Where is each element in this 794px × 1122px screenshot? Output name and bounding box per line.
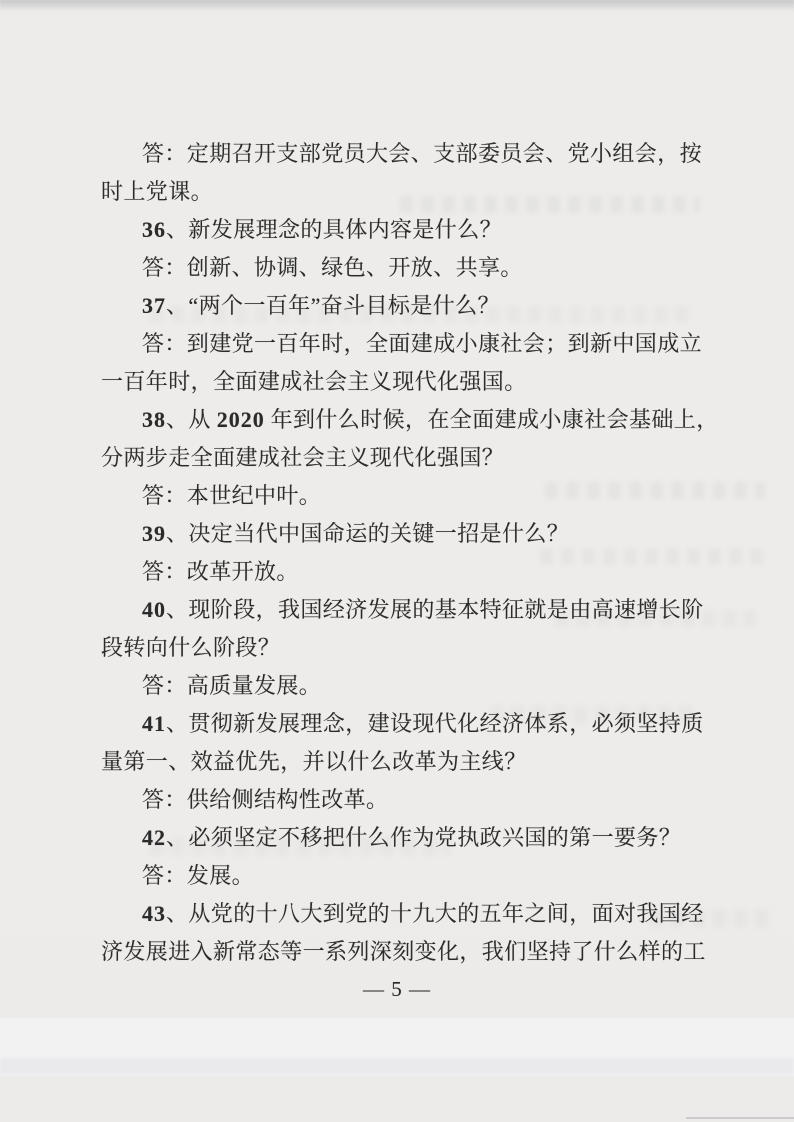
line-text: 答：定期召开支部党员大会、支部委员会、党小组会，按 [142, 141, 703, 166]
text-line [101, 743, 717, 781]
question-number: 43 [142, 901, 166, 926]
line-text: 段转向什么阶段？ [101, 635, 281, 660]
line-text: 答：发展。 [142, 863, 255, 888]
text-line [101, 477, 717, 515]
text-line [101, 363, 717, 401]
question-number: 36 [142, 217, 166, 242]
text-line [101, 249, 717, 287]
scan-top-edge-shadow [0, 0, 794, 11]
question-number: 39 [142, 521, 166, 546]
text-line [101, 895, 717, 933]
text-line [101, 135, 717, 173]
line-text: 、决定当代中国命运的关键一招是什么？ [166, 521, 570, 546]
question-number: 41 [142, 711, 166, 736]
line-text: 答：到建党一百年时，全面建成小康社会；到新中国成立 [142, 331, 703, 356]
scan-corner-line [686, 1117, 794, 1119]
text-line [101, 933, 717, 971]
line-text: 济发展进入新常态等一系列深刻变化，我们坚持了什么样的工 [101, 939, 706, 964]
line-text: 、“两个一百年”奋斗目标是什么？ [166, 293, 500, 318]
question-number: 38 [142, 407, 166, 432]
line-text: 一百年时，全面建成社会主义现代化强国。 [101, 369, 527, 394]
document-body-text [101, 135, 717, 971]
text-line [101, 629, 717, 667]
text-line [101, 667, 717, 705]
text-line [101, 401, 717, 439]
line-text: 、必须坚定不移把什么作为党执政兴国的第一要务？ [166, 825, 682, 850]
text-line [101, 705, 717, 743]
line-text: 、贯彻新发展理念，建设现代化经济体系，必须坚持质 [166, 711, 704, 736]
question-number: 40 [142, 597, 166, 622]
line-text: 、新发展理念的具体内容是什么？ [166, 217, 503, 242]
text-line [101, 211, 717, 249]
line-text: 答：改革开放。 [142, 559, 299, 584]
text-line [101, 591, 717, 629]
text-line [101, 781, 717, 819]
question-number: 42 [142, 825, 166, 850]
line-text: 、从 [166, 407, 217, 432]
text-line [101, 173, 717, 211]
scan-dark-band [0, 1058, 794, 1074]
line-text: 答：供给侧结构性改革。 [142, 787, 389, 812]
line-text: 答：本世纪中叶。 [142, 483, 322, 508]
text-line [101, 325, 717, 363]
text-line [101, 515, 717, 553]
text-line [101, 287, 717, 325]
line-text: 、现阶段，我国经济发展的基本特征就是由高速增长阶 [166, 597, 704, 622]
line-text: 分两步走全面建成社会主义现代化强国？ [101, 445, 505, 470]
text-line [101, 439, 717, 477]
line-text: 答：创新、协调、绿色、开放、共享。 [142, 255, 523, 280]
line-text: 答：高质量发展。 [142, 673, 322, 698]
text-line [101, 857, 717, 895]
text-line [101, 819, 717, 857]
question-number: 37 [142, 293, 166, 318]
line-text: 量第一、效益优先，并以什么改革为主线？ [101, 749, 527, 774]
line-text: 、从党的十八大到党的十九大的五年之间，面对我国经 [166, 901, 704, 926]
text-line [101, 553, 717, 591]
line-text: 时上党课。 [101, 179, 214, 204]
page-number: — 5 — [363, 977, 431, 1001]
question-number: 2020 [216, 407, 265, 432]
line-text: 年到什么时候，在全面建成小康社会基础上， [264, 407, 719, 432]
